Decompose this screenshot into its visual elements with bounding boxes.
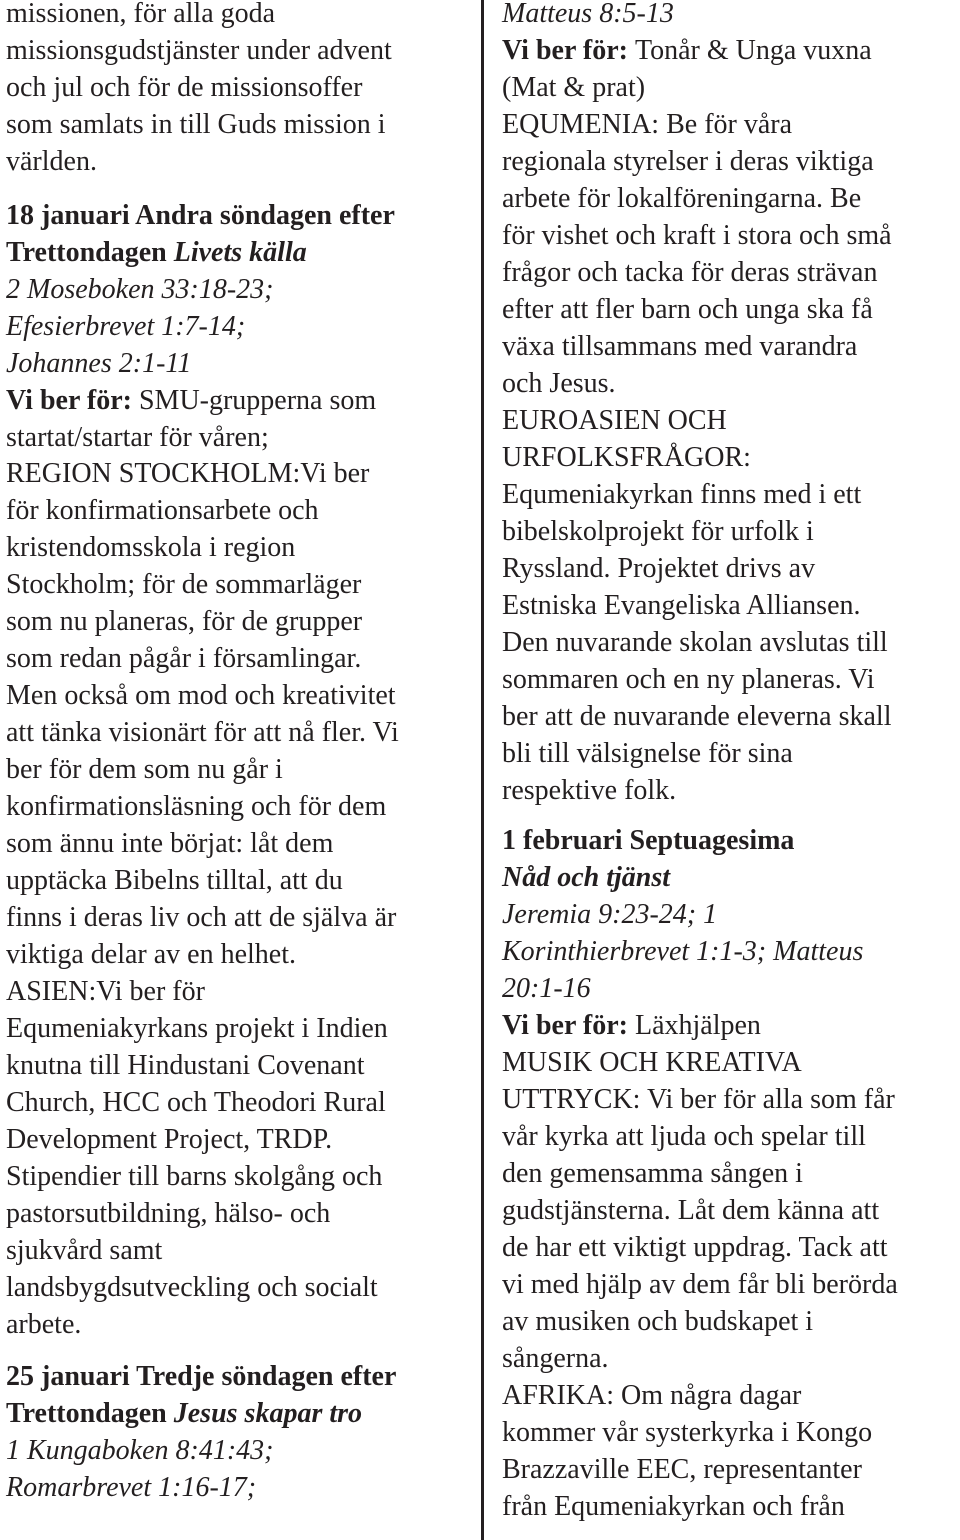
left-text-line: [6, 863, 343, 899]
right-text-line: [502, 1378, 801, 1414]
right-text-line: [502, 403, 727, 439]
right-text-line: [502, 181, 861, 217]
right-text-line: [502, 70, 645, 106]
right-text-line: [502, 1341, 609, 1377]
left-text-line: [6, 1196, 330, 1232]
text-run: efter att fler barn och unga ska få: [502, 294, 873, 325]
right-text-line: [502, 662, 875, 698]
text-run: 25 januari Tredje söndagen efter: [6, 1361, 397, 1392]
text-run: Jeremia 9:23-24; 1: [502, 899, 718, 930]
column-divider: [481, 0, 484, 1540]
right-text-line: [502, 366, 616, 402]
text-run: 2 Moseboken 33:18-23;: [6, 274, 274, 305]
text-run: pastorsutbildning, hälso- och: [6, 1198, 331, 1229]
left-text-line: [6, 383, 376, 419]
text-run: att tänka visionärt för att nå fler. Vi: [6, 717, 399, 748]
left-text-line: [6, 1011, 388, 1047]
text-run: sjukvård samt: [6, 1235, 163, 1266]
left-text-line: [6, 1270, 378, 1306]
text-run: ber för dem som nu går i: [6, 754, 283, 785]
left-text-line: [6, 1085, 386, 1121]
left-text-line: [6, 198, 395, 234]
text-run: 1 Kungaboken 8:41:43;: [6, 1435, 274, 1466]
text-run: Stockholm; för de sommarläger: [6, 569, 362, 600]
left-text-line: [6, 678, 396, 714]
text-run: som nu planeras, för de grupper: [6, 606, 363, 637]
left-text-line: [6, 0, 275, 32]
left-text-line: [6, 235, 307, 271]
text-run: kristendomsskola i region: [6, 532, 296, 563]
left-text-line: [6, 604, 362, 640]
text-run: Vi ber för:: [502, 35, 635, 66]
text-run: Korinthierbrevet 1:1-3; Matteus: [502, 936, 864, 967]
text-run: arbete.: [6, 1309, 82, 1340]
text-run: Development Project, TRDP.: [6, 1124, 333, 1155]
text-run: Vi ber för:: [502, 1010, 635, 1041]
text-run: Johannes 2:1-11: [6, 348, 192, 379]
left-text-line: [6, 530, 295, 566]
text-run: Vi ber för:: [6, 385, 139, 416]
text-run: växa tillsammans med varandra: [502, 331, 858, 362]
right-text-line: [502, 440, 751, 476]
right-text-line: [502, 736, 793, 772]
text-run: Trettondagen: [6, 237, 174, 268]
right-text-line: [502, 1304, 813, 1340]
text-run: Church, HCC och Theodori Rural: [6, 1087, 386, 1118]
right-text-line: [502, 0, 674, 32]
left-text-line: [6, 1307, 81, 1343]
right-text-line: [502, 107, 792, 143]
text-run: Läxhjälpen: [634, 1010, 761, 1041]
text-run: startat/startar för våren;: [6, 422, 269, 453]
text-run: SMU-grupperna som: [138, 385, 377, 416]
left-text-line: [6, 641, 361, 677]
text-run: och jul och för de missionsoffer: [6, 72, 363, 103]
text-run: vi med hjälp av dem får bli berörda: [502, 1269, 898, 1300]
text-run: Jesus skapar tro: [173, 1398, 363, 1429]
left-text-line: [6, 346, 191, 382]
right-text-line: [502, 1230, 888, 1266]
text-run: landsbygdsutveckling och socialt: [6, 1272, 378, 1303]
text-run: EUROASIEN OCH: [502, 405, 727, 436]
text-run: världen.: [6, 146, 97, 177]
left-text-line: [6, 826, 333, 862]
text-run: Matteus 8:5-13: [502, 0, 674, 29]
right-text-line: [502, 699, 891, 735]
text-run: ASIEN:Vi ber för: [6, 976, 205, 1007]
left-text-line: [6, 715, 399, 751]
text-run: Trettondagen: [6, 1398, 174, 1429]
text-run: Stipendier till barns skolgång och: [6, 1161, 383, 1192]
left-text-line: [6, 1233, 162, 1269]
right-text-line: [502, 1119, 866, 1155]
right-text-line: [502, 934, 863, 970]
text-run: respektive folk.: [502, 775, 677, 806]
text-run: UTTRYCK: Vi ber för alla som får: [502, 1084, 895, 1115]
text-run: Efesierbrevet 1:7-14;: [6, 311, 246, 342]
text-run: Equmeniakyrkan finns med i ett: [502, 479, 862, 510]
left-text-line: [6, 567, 361, 603]
text-run: Ryssland. Projektet drivs av: [502, 553, 816, 584]
left-text-line: [6, 144, 97, 180]
right-text-line: [502, 1082, 895, 1118]
text-run: frågor och tacka för deras strävan: [502, 257, 878, 288]
right-text-line: [502, 1415, 872, 1451]
left-text-line: [6, 1433, 274, 1469]
right-text-line: [502, 329, 857, 365]
text-run: Livets källa: [173, 237, 307, 268]
left-text-line: [6, 1048, 365, 1084]
text-run: Den nuvarande skolan avslutas till: [502, 627, 888, 658]
text-run: gudstjänsterna. Låt dem känna att: [502, 1195, 880, 1226]
text-run: Nåd och tjänst: [502, 862, 671, 893]
text-run: Equmeniakyrkans projekt i Indien: [6, 1013, 388, 1044]
left-text-line: [6, 107, 386, 143]
text-run: från Equmeniakyrkan och från: [502, 1491, 845, 1522]
text-run: upptäcka Bibelns tilltal, att du: [6, 865, 343, 896]
right-text-line: [502, 33, 872, 69]
right-text-line: [502, 1045, 802, 1081]
text-run: konfirmationsläsning och för dem: [6, 791, 387, 822]
left-text-line: [6, 493, 319, 529]
text-run: 20:1-16: [502, 973, 591, 1004]
right-text-line: [502, 1008, 761, 1044]
text-run: viktiga delar av en helhet.: [6, 939, 296, 970]
text-run: Tonår & Unga vuxna: [634, 35, 872, 66]
right-text-line: [502, 514, 814, 550]
right-text-line: [502, 1452, 862, 1488]
right-text-line: [502, 860, 670, 896]
text-run: sommaren och en ny planeras. Vi: [502, 664, 875, 695]
right-text-line: [502, 255, 877, 291]
left-text-line: [6, 1159, 382, 1195]
left-text-line: [6, 1470, 256, 1506]
right-text-line: [502, 588, 861, 624]
text-run: regionala styrelser i deras viktiga: [502, 146, 874, 177]
left-text-line: [6, 456, 369, 492]
text-run: EQUMENIA: Be för våra: [502, 109, 793, 140]
text-run: AFRIKA: Om några dagar: [502, 1380, 802, 1411]
right-text-line: [502, 144, 874, 180]
left-text-line: [6, 1122, 332, 1158]
text-run: arbete för lokalföreningarna. Be: [502, 183, 862, 214]
right-text-line: [502, 551, 815, 587]
text-run: finns i deras liv och att de själva är: [6, 902, 397, 933]
text-run: som samlats in till Guds mission i: [6, 109, 386, 140]
text-run: REGION STOCKHOLM:Vi ber: [6, 458, 370, 489]
text-run: bli till välsignelse för sina: [502, 738, 793, 769]
text-run: och Jesus.: [502, 368, 616, 399]
text-run: de har ett viktigt uppdrag. Tack att: [502, 1232, 888, 1263]
right-text-line: [502, 477, 861, 513]
text-run: Brazzaville EEC, representanter: [502, 1454, 862, 1485]
right-text-line: [502, 823, 794, 859]
left-text-line: [6, 789, 386, 825]
text-run: ber att de nuvarande eleverna skall: [502, 701, 892, 732]
right-text-line: [502, 1267, 898, 1303]
text-run: vår kyrka att ljuda och spelar till: [502, 1121, 866, 1152]
right-text-line: [502, 1489, 845, 1525]
text-run: missionsgudstjänster under advent: [6, 35, 392, 66]
left-text-line: [6, 937, 296, 973]
text-run: för vishet och kraft i stora och små: [502, 220, 892, 251]
left-text-line: [6, 272, 273, 308]
left-text-line: [6, 974, 205, 1010]
text-run: bibelskolprojekt för urfolk i: [502, 516, 814, 547]
text-run: missionen, för alla goda: [6, 0, 276, 29]
text-run: 18 januari Andra söndagen efter: [6, 200, 395, 231]
text-run: som redan pågår i församlingar.: [6, 643, 362, 674]
left-text-line: [6, 1359, 396, 1395]
text-run: Men också om mod och kreativitet: [6, 680, 396, 711]
text-run: (Mat & prat): [502, 72, 646, 103]
text-run: Romarbrevet 1:16-17;: [6, 1472, 257, 1503]
left-text-line: [6, 752, 283, 788]
text-run: kommer vår systerkyrka i Kongo: [502, 1417, 873, 1448]
text-run: den gemensamma sången i: [502, 1158, 803, 1189]
right-text-line: [502, 218, 892, 254]
right-text-line: [502, 292, 873, 328]
left-text-line: [6, 33, 392, 69]
text-run: 1 februari Septuagesima: [502, 825, 795, 856]
text-run: sångerna.: [502, 1343, 609, 1374]
left-text-line: [6, 1396, 362, 1432]
text-run: Estniska Evangeliska Alliansen.: [502, 590, 861, 621]
right-text-line: [502, 1193, 879, 1229]
right-text-line: [502, 773, 676, 809]
right-text-line: [502, 625, 888, 661]
left-text-line: [6, 70, 362, 106]
left-text-line: [6, 420, 269, 456]
text-run: som ännu inte börjat: låt dem: [6, 828, 334, 859]
right-text-line: [502, 897, 717, 933]
left-text-line: [6, 309, 245, 345]
left-text-line: [6, 900, 396, 936]
text-run: knutna till Hindustani Covenant: [6, 1050, 365, 1081]
right-text-line: [502, 1156, 803, 1192]
text-run: för konfirmationsarbete och: [6, 495, 319, 526]
text-run: MUSIK OCH KREATIVA: [502, 1047, 802, 1078]
text-run: av musiken och budskapet i: [502, 1306, 814, 1337]
right-text-line: [502, 971, 591, 1007]
text-run: URFOLKSFRÅGOR:: [502, 442, 751, 473]
